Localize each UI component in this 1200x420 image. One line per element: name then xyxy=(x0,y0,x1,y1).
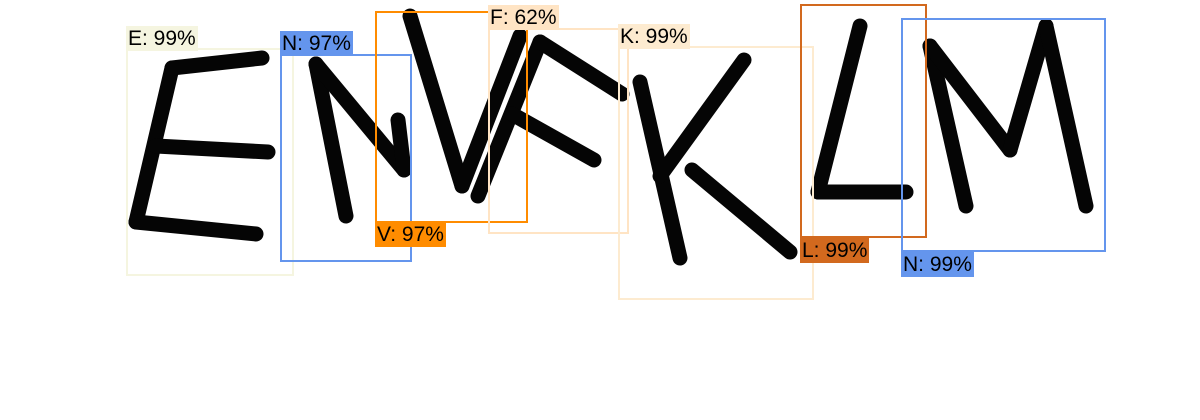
detection-label-n-second: N: 99% xyxy=(903,253,972,276)
detection-label-l: L: 99% xyxy=(802,239,868,262)
detection-label-f: F: 62% xyxy=(490,6,557,29)
detection-label-e: E: 99% xyxy=(128,27,196,50)
detection-label-v: V: 97% xyxy=(377,223,444,246)
detection-box-e xyxy=(126,48,294,276)
detection-box-n-second xyxy=(901,18,1106,252)
detection-label-n-first: N: 97% xyxy=(282,32,351,55)
detection-box-f xyxy=(488,28,629,234)
detection-label-k: K: 99% xyxy=(620,25,688,48)
detection-box-k xyxy=(618,46,814,300)
